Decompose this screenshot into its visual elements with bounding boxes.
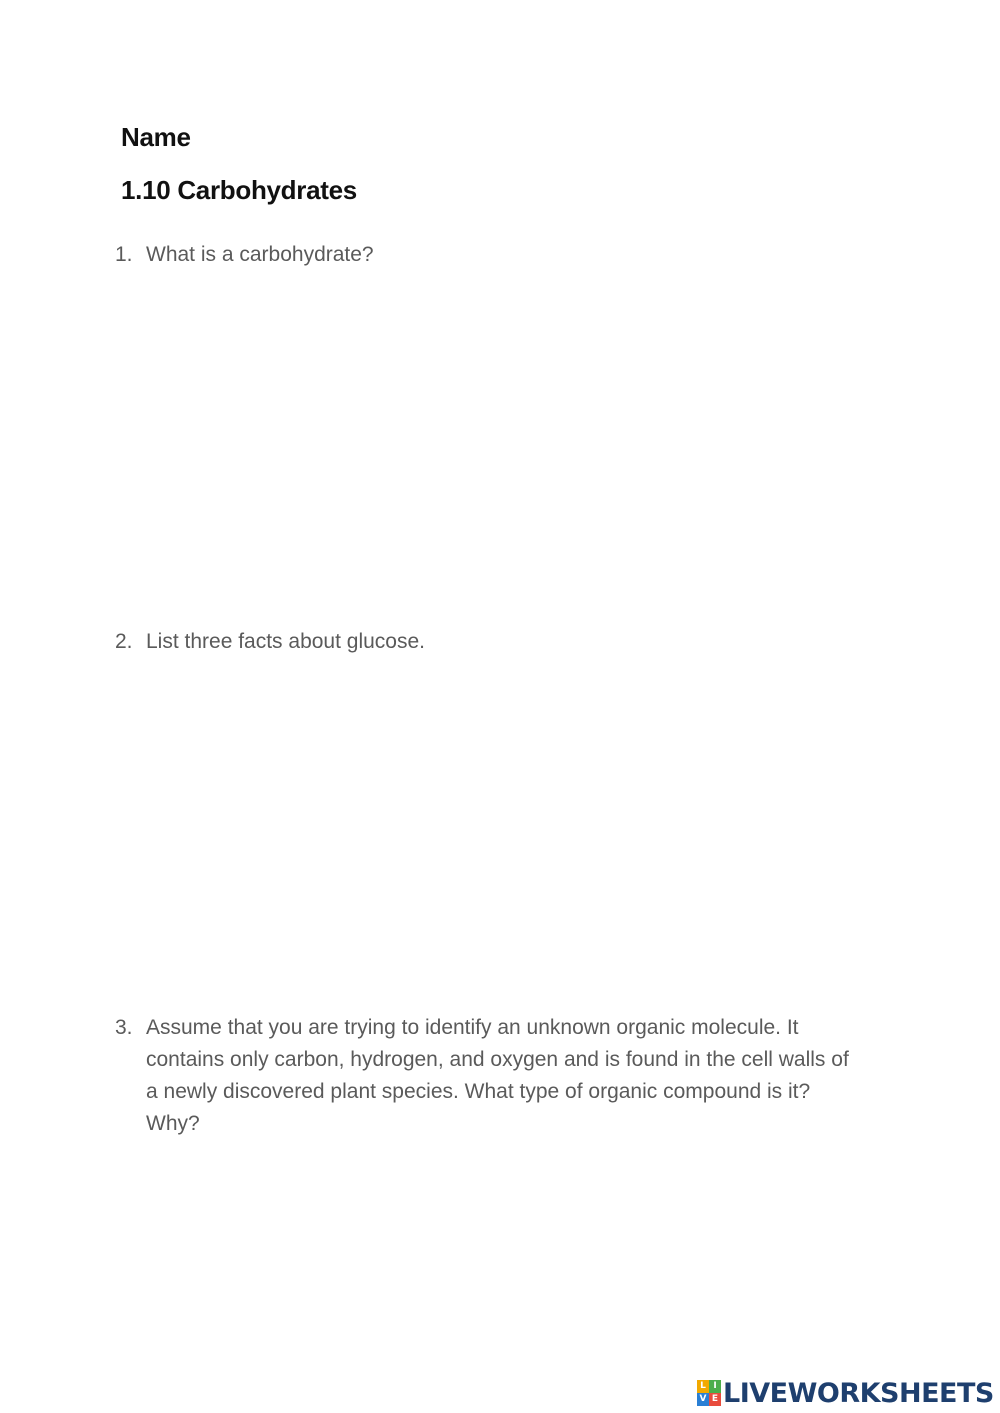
- question-number: 2.: [115, 630, 133, 653]
- question-text: What is a carbohydrate?: [146, 243, 374, 266]
- question-number: 1.: [115, 243, 133, 266]
- question-text: List three facts about glucose.: [146, 630, 425, 653]
- page-title: 1.10 Carbohydrates: [121, 175, 357, 205]
- liveworksheets-logo: [697, 1376, 994, 1410]
- question-item: [115, 626, 875, 658]
- question-number: 3.: [115, 1016, 133, 1039]
- question-text: Assume that you are trying to identify an unknown organic molecule. It contains only carbon, hydrogen, and oxygen and is found in the cell walls of a newly discovered plant species. What type of organic compound is it? Why?: [146, 1016, 849, 1135]
- name-label: Name: [121, 122, 191, 152]
- liveworksheets-logo-icon: L I V E: [697, 1380, 721, 1406]
- question-item: [115, 1012, 875, 1140]
- question-item: [115, 239, 875, 271]
- logo-text: LIVEWORKSHEETS: [723, 1377, 994, 1409]
